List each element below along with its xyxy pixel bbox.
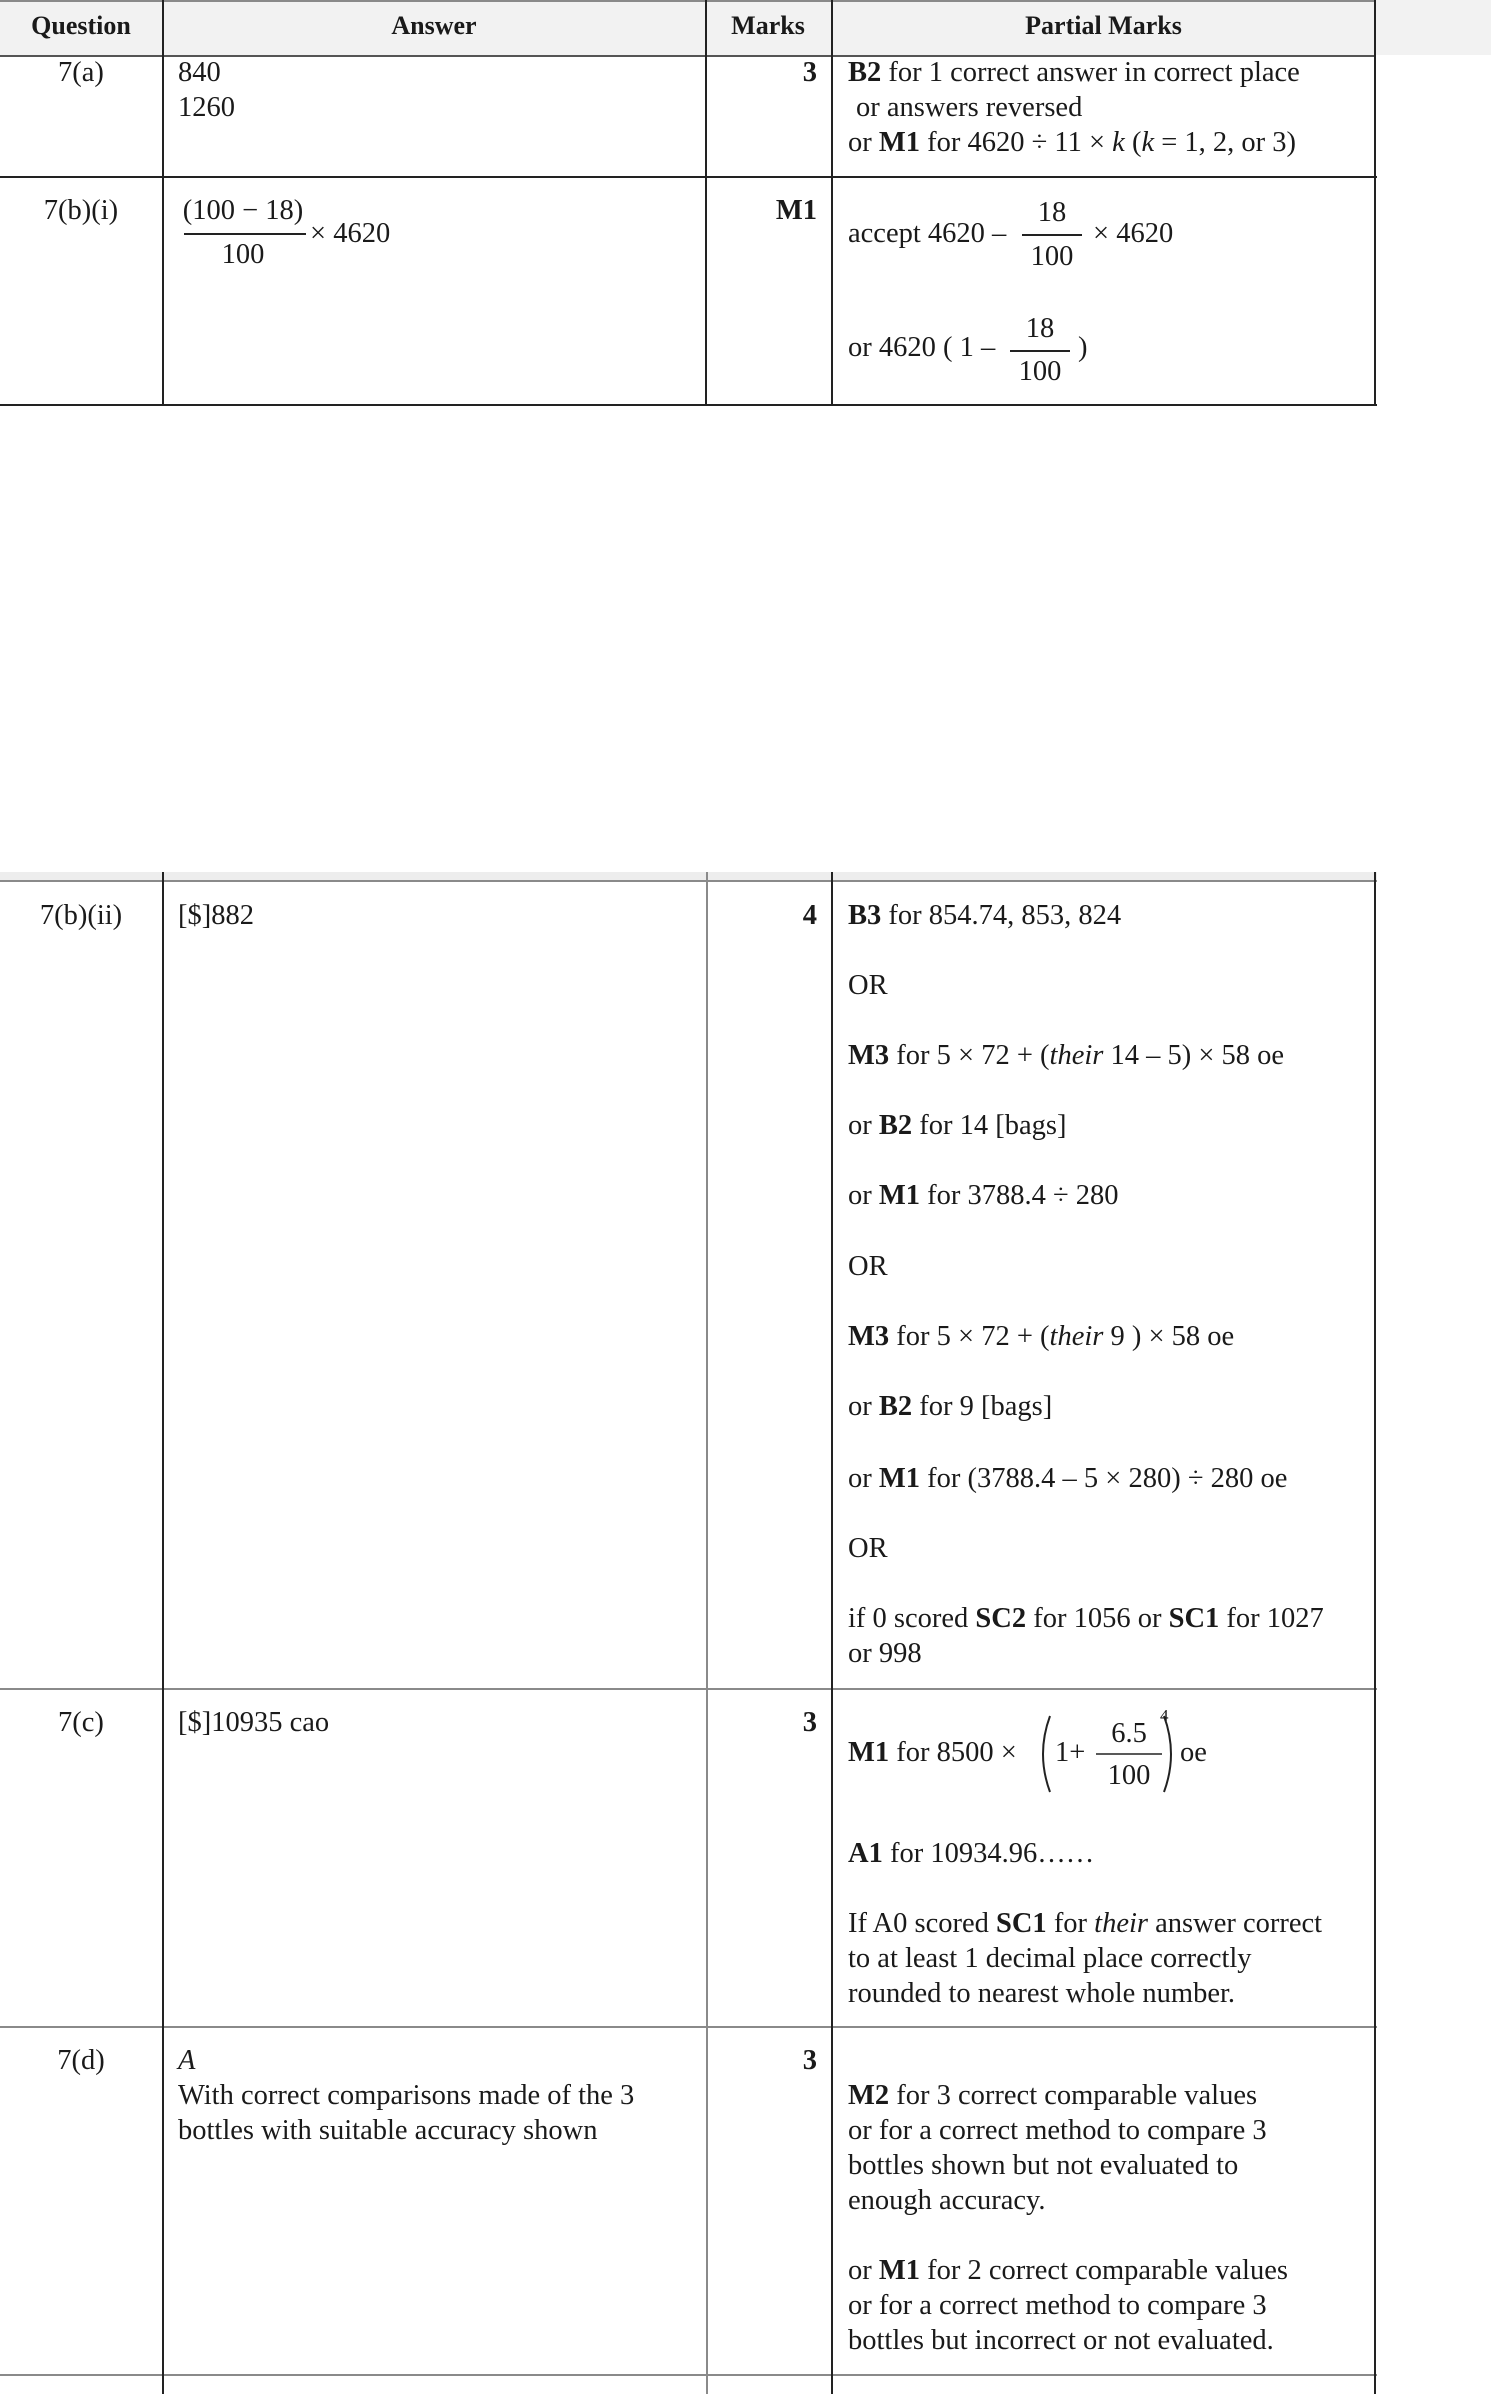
partial-marks-cell — [848, 2078, 1368, 2218]
divider — [706, 872, 708, 2394]
mark-code: M1 — [878, 127, 921, 158]
fraction-denominator: 100 — [1030, 241, 1074, 272]
partial-text: if 0 scored — [848, 1603, 976, 1634]
partial-text: oe — [1180, 1737, 1207, 1768]
partial-line — [848, 1836, 1368, 1871]
mark-code: A1 — [848, 1838, 883, 1869]
question-number: 7(c) — [58, 1707, 104, 1738]
marks-value: 3 — [802, 1707, 817, 1738]
divider — [831, 0, 833, 405]
mark-code: M3 — [848, 1321, 890, 1352]
exponent: 4 — [1160, 1706, 1169, 1725]
partial-line — [848, 1735, 1017, 1770]
partial-text: for 9 [bags] — [912, 1391, 1053, 1422]
partial-text: for 10934.96…… — [882, 1838, 1095, 1869]
fraction-denominator: 100 — [221, 239, 265, 270]
fraction-bar — [184, 233, 306, 235]
partial-marks-cell — [848, 898, 1368, 933]
partial-text: for 3 correct comparable values — [889, 2080, 1258, 2111]
partial-text: answer correct — [1148, 1908, 1323, 1939]
partial-line: OR — [848, 970, 888, 1001]
partial-line — [848, 1461, 1368, 1496]
marks-value: 4 — [802, 900, 817, 931]
expression-one-plus: 1+ — [1055, 1737, 1086, 1768]
partial-text: for — [1046, 1908, 1095, 1939]
partial-line — [848, 2253, 1368, 2288]
divider — [0, 880, 1377, 882]
fraction-numerator: (100 − 18) — [182, 195, 304, 226]
mark-code: M1 — [878, 1180, 921, 1211]
divider — [0, 404, 1377, 406]
divider — [0, 1688, 1377, 1690]
answer-line — [178, 2043, 634, 2078]
divider — [831, 872, 833, 2394]
partial-line: rounded to nearest whole number. — [848, 1978, 1236, 2009]
partial-text: for 1027 — [1219, 1603, 1324, 1634]
page-break-band — [0, 872, 1377, 880]
answer-text: [$]882 — [178, 900, 254, 931]
partial-text: for 5 × 72 + ( — [889, 1040, 1050, 1071]
divider — [1374, 0, 1376, 405]
partial-line: or for a correct method to compare 3 — [848, 2290, 1267, 2321]
mark-code: SC2 — [975, 1603, 1027, 1634]
mark-code: M3 — [848, 1040, 890, 1071]
mark-code: M1 — [878, 2255, 921, 2286]
partial-line — [848, 55, 1368, 90]
answer-line: 840 — [178, 57, 221, 88]
partial-text: for 1 correct answer in correct place — [881, 57, 1300, 88]
answer-line: bottles with suitable accuracy shown — [178, 2115, 598, 2146]
partial-text: their — [1094, 1908, 1148, 1939]
partial-text: their — [1049, 1321, 1104, 1352]
mark-code: M1 — [848, 1737, 890, 1768]
partial-text: for (3788.4 – 5 × 280) ÷ 280 oe — [920, 1463, 1288, 1494]
partial-text: for 8500 × — [889, 1737, 1017, 1768]
mark-code: B2 — [878, 1391, 913, 1422]
partial-line: or answers reversed — [856, 92, 1083, 123]
fraction-denominator: 100 — [1018, 356, 1062, 387]
mark-code: B3 — [848, 900, 882, 931]
partial-text: or — [848, 1391, 879, 1422]
fraction-numerator: 6.5 — [1111, 1718, 1147, 1749]
marks-value: 3 — [802, 2045, 817, 2076]
partial-text: or — [848, 1180, 879, 1211]
header-answer: Answer — [391, 11, 477, 40]
partial-line — [848, 1601, 1368, 1636]
marks-value: M1 — [775, 195, 817, 226]
partial-text: = 1, 2, or 3) — [1154, 127, 1297, 158]
partial-text: If A0 scored — [848, 1908, 996, 1939]
partial-text: for 2 correct comparable values — [920, 2255, 1288, 2286]
partial-text: their — [1049, 1040, 1104, 1071]
answer-text: [$]10935 cao — [178, 1707, 330, 1738]
partial-text: for 4620 ÷ 11 × — [920, 127, 1113, 158]
partial-line: to at least 1 decimal place correctly — [848, 1943, 1252, 1974]
partial-text: for 1056 or — [1026, 1603, 1169, 1634]
answer-line: 1260 — [178, 92, 235, 123]
partial-line — [848, 898, 1368, 933]
partial-text: × 4620 — [1093, 218, 1174, 249]
header-question: Question — [31, 11, 131, 40]
fraction-numerator: 18 — [1025, 313, 1055, 344]
question-number: 7(a) — [58, 57, 104, 88]
partial-text: 14 – 5) × 58 oe — [1103, 1040, 1285, 1071]
mark-code: M2 — [848, 2080, 890, 2111]
mark-code: SC1 — [1168, 1603, 1220, 1634]
partial-text: accept 4620 – — [848, 218, 1007, 249]
partial-text: or — [848, 127, 879, 158]
partial-marks-cell — [848, 2253, 1368, 2358]
partial-text: or 4620 ( 1 – — [848, 332, 996, 363]
divider — [0, 0, 1375, 2]
answer-letter: A — [178, 2045, 196, 2076]
answer-cell — [178, 2043, 634, 2148]
mark-code: B2 — [848, 57, 882, 88]
partial-text: or — [848, 1110, 879, 1141]
partial-line — [848, 1319, 1368, 1354]
partial-marks-cell — [848, 1906, 1368, 2011]
fraction-bar — [1022, 234, 1082, 236]
partial-line: bottles but incorrect or not evaluated. — [848, 2325, 1274, 2356]
answer-text: × 4620 — [310, 218, 391, 249]
partial-line — [848, 125, 1368, 160]
divider — [162, 872, 164, 2394]
question-number: 7(d) — [57, 2045, 105, 2076]
answer-cell — [178, 55, 235, 125]
divider — [1374, 872, 1376, 2394]
partial-line: OR — [848, 1533, 888, 1564]
fraction-bar — [1010, 350, 1070, 352]
divider — [0, 176, 1377, 178]
fraction-numerator: 18 — [1037, 197, 1067, 228]
partial-text: for 5 × 72 + ( — [889, 1321, 1050, 1352]
partial-line — [848, 1108, 1368, 1143]
divider — [705, 0, 707, 405]
partial-line — [848, 1389, 1368, 1424]
partial-line: enough accuracy. — [848, 2185, 1046, 2216]
partial-line — [848, 2078, 1368, 2113]
partial-text: or — [848, 1463, 879, 1494]
variable: k — [1112, 127, 1125, 158]
partial-line — [848, 1178, 1368, 1213]
partial-line — [848, 1038, 1368, 1073]
variable: k — [1141, 127, 1155, 158]
divider — [0, 2374, 1377, 2376]
marks-value: 3 — [802, 57, 817, 88]
fraction-denominator: 100 — [1107, 1760, 1151, 1791]
partial-text: ( — [1124, 127, 1142, 158]
partial-marks-cell — [848, 55, 1368, 160]
mark-code: B2 — [878, 1110, 913, 1141]
partial-text: for 3788.4 ÷ 280 — [920, 1180, 1119, 1211]
partial-line: OR — [848, 1251, 888, 1282]
partial-line: bottles shown but not evaluated to — [848, 2150, 1239, 2181]
partial-text: ) — [1078, 332, 1088, 363]
question-number: 7(b)(ii) — [39, 900, 123, 931]
partial-text: 9 ) × 58 oe — [1103, 1321, 1235, 1352]
partial-text: or — [848, 2255, 879, 2286]
header-marks: Marks — [731, 11, 805, 40]
partial-text: for 854.74, 853, 824 — [881, 900, 1122, 931]
mark-code: SC1 — [996, 1908, 1047, 1939]
mark-code: M1 — [878, 1463, 921, 1494]
partial-line — [848, 1906, 1368, 1941]
partial-line: or 998 — [848, 1638, 922, 1669]
header-partial-marks: Partial Marks — [1025, 11, 1182, 40]
partial-text: for 14 [bags] — [912, 1110, 1067, 1141]
answer-line: With correct comparisons made of the 3 — [178, 2080, 635, 2111]
partial-line: or for a correct method to compare 3 — [848, 2115, 1267, 2146]
divider — [162, 0, 164, 405]
divider — [0, 2026, 1377, 2028]
question-number: 7(b)(i) — [43, 195, 119, 226]
